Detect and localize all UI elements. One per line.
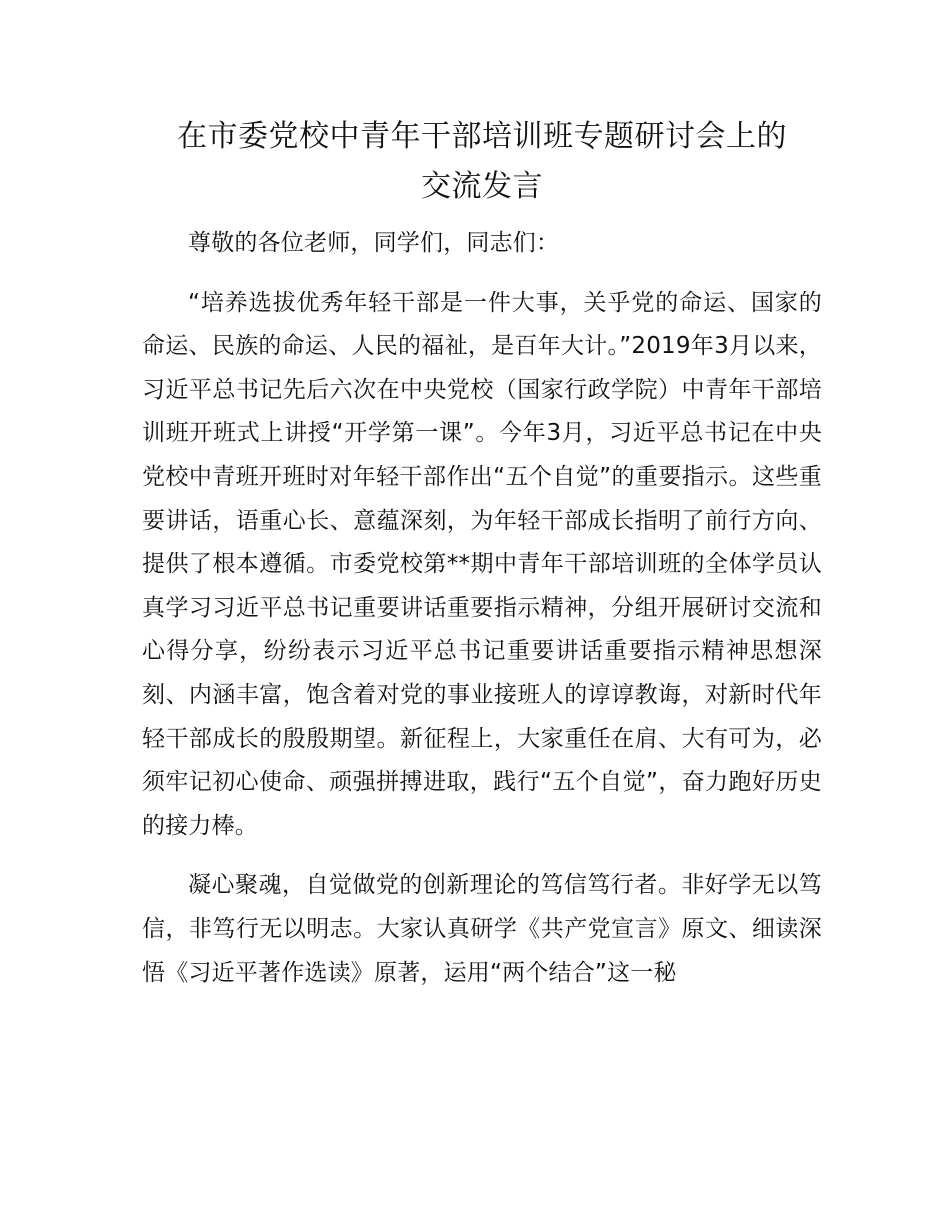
title-line-1: 在市委党校中青年干部培训班专题研讨会上的 (177, 119, 787, 154)
document-body (142, 112, 822, 995)
paragraph-1: “培养选拔优秀年轻干部是一件大事，关乎党的命运、国家的命运、民族的命运、人民的福祉，是百年大计。”2019年3月以来，习近平总书记先后六次在中央党校（国家行政学院）中青年干部培训班开班式上讲授“开学第一课”。今年3月，习近平总书记在中央党校中青班开班时对年轻干部作出“五个自觉”的重要指示。这些重要讲话，语重心长、意蕴深刻，为年轻干部成长指明了前行方向、提供了根本遵循。市委党校第**期中青年干部培训班的全体学员认真学习习近平总书记重要讲话重要指示精神，分组开展研讨交流和心得分享，纷纷表示习近平总书记重要讲话重要指示精神思想深刻、内涵丰富，饱含着对党的事业接班人的谆谆教诲，对新时代年轻干部成长的殷殷期望。新征程上，大家重任在肩、大有可为，必须牢记初心使命、顽强拼搏进取，践行“五个自觉”，奋力跑好历史的接力棒。 (142, 289, 822, 839)
document-title (142, 112, 822, 212)
title-line-2: 交流发言 (421, 169, 543, 204)
salutation: 尊敬的各位老师，同学们，同志们： (188, 230, 560, 256)
paragraph-2: 凝心聚魂，自觉做党的创新理论的笃信笃行者。非好学无以笃信，非笃行无以明志。大家认真研学《共产党宣言》原文、细读深悟《习近平著作选读》原著，运用“两个结合”这一秘 (142, 872, 822, 986)
